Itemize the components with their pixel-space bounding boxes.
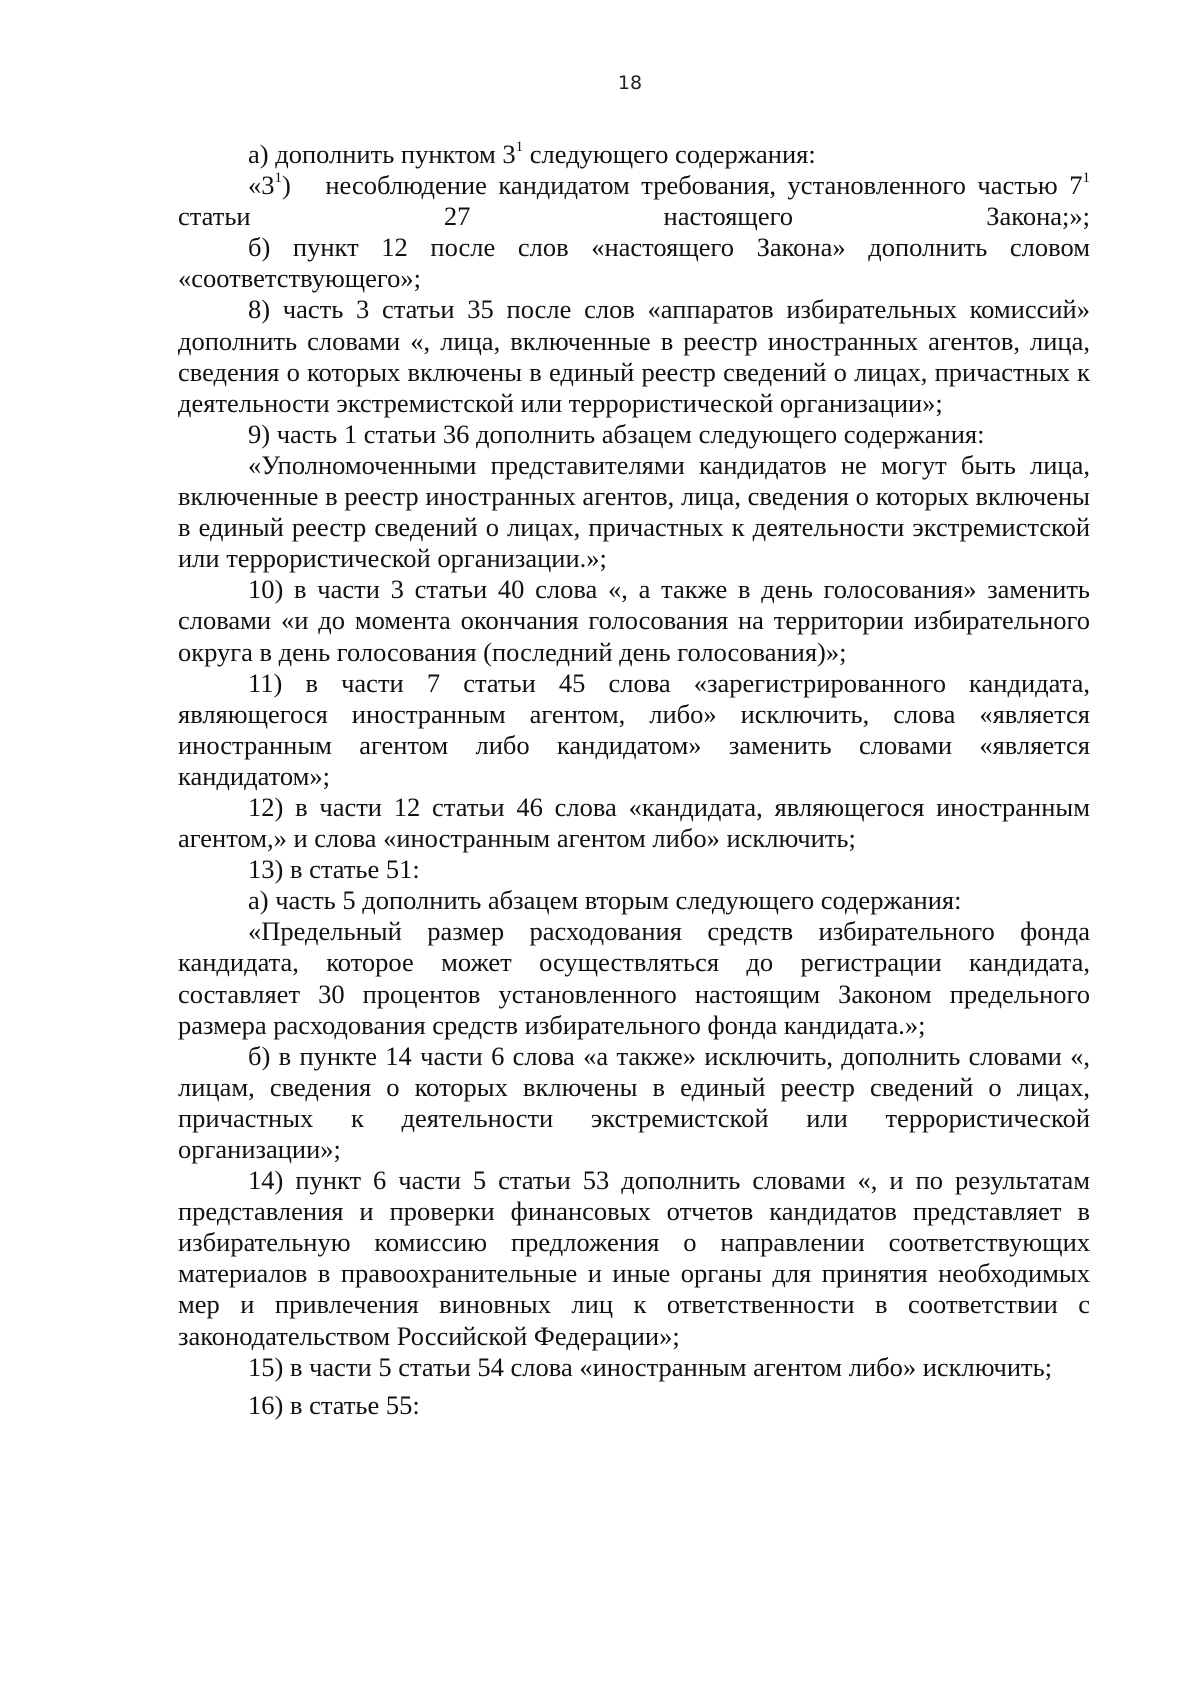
paragraph: 13) в статье 51:: [248, 854, 420, 885]
paragraph: 10) в части 3 статьи 40 слова «, а также в день голосования» заменить словами «и до момента окончания голосования на территории избирательного округа в день голосования (последний день голосования)»;: [178, 574, 1090, 667]
page-number: 18: [617, 72, 643, 94]
superscript: 1: [274, 170, 282, 187]
superscript: 1: [515, 139, 524, 156]
paragraph: 12) в части 12 статьи 46 слова «кандидата, являющегося иностранным агентом,» и слова «иностранным агентом либо» исключить;: [178, 791, 1090, 854]
paragraph: а) часть 5 дополнить абзацем вторым следующего содержания:: [248, 885, 962, 916]
paragraph: 14) пункт 6 части 5 статьи 53 дополнить словами «, и по результатам представления и проверки финансовых отчетов кандидатов представляет в избирательную комиссию предложения о направлении соответствующих материалов в правоохранительные и иные органы для принятия необходимых мер и привлечения виновных лиц к ответственности в соответствии с законодательством Российской Федерации»;: [178, 1165, 1090, 1351]
paragraph: б) пункт 12 после слов «настоящего Закона» дополнить словом «соответствующего»;: [178, 232, 1090, 294]
paragraph: 8) часть 3 статьи 35 после слов «аппаратов избирательных комиссий» дополнить словами «, лица, включенные в реестр иностранных агентов, лица, сведения о которых включены в единый реестр сведений о лицах, причастных к деятельности экстремистской или террористической организации»;: [178, 294, 1090, 418]
paragraph: «Уполномоченными представителями кандидатов не могут быть лица, включенные в реестр иностранных агентов, лица, сведения о которых включены в единый реестр сведений о лицах, причастных к деятельности экстремистской или террористической организации.»;: [178, 449, 1090, 574]
paragraph: 16) в статье 55:: [248, 1389, 420, 1420]
document-body: [178, 139, 1090, 1421]
paragraph: 15) в части 5 статьи 54 слова «иностранным агентом либо» исключить;: [248, 1351, 1053, 1382]
paragraph: б) в пункте 14 части 6 слова «а также» исключить, дополнить словами «, лицам, сведения о которых включены в единый реестр сведений о лицах, причастных к деятельности экстремистской или террористической организации»;: [178, 1040, 1090, 1164]
paragraph: 11) в части 7 статьи 45 слова «зарегистрированного кандидата, являющегося иностранным агентом, либо» исключить, слова «является иностранным агентом либо кандидатом» заменить словами «является кандидатом»;: [178, 667, 1090, 791]
paragraph: «$3^1$) несоблюдение кандидатом требования, установленного частью $7^1$ статьи 27 настоящего Закона;»;: [178, 170, 1090, 232]
paragraph: 9) часть 1 статьи 36 дополнить абзацем следующего содержания:: [248, 418, 985, 449]
superscript: 1: [1082, 170, 1090, 187]
paragraph: а) дополнить пунктом $3^1$ следующего содержания:: [248, 139, 816, 169]
paragraph: «Предельный размер расходования средств избирательного фонда кандидата, которое может осуществляться до регистрации кандидата, составляет 30 процентов установленного настоящим Законом предельного размера расходования средств избирательного фонда кандидата.»;: [178, 916, 1090, 1040]
